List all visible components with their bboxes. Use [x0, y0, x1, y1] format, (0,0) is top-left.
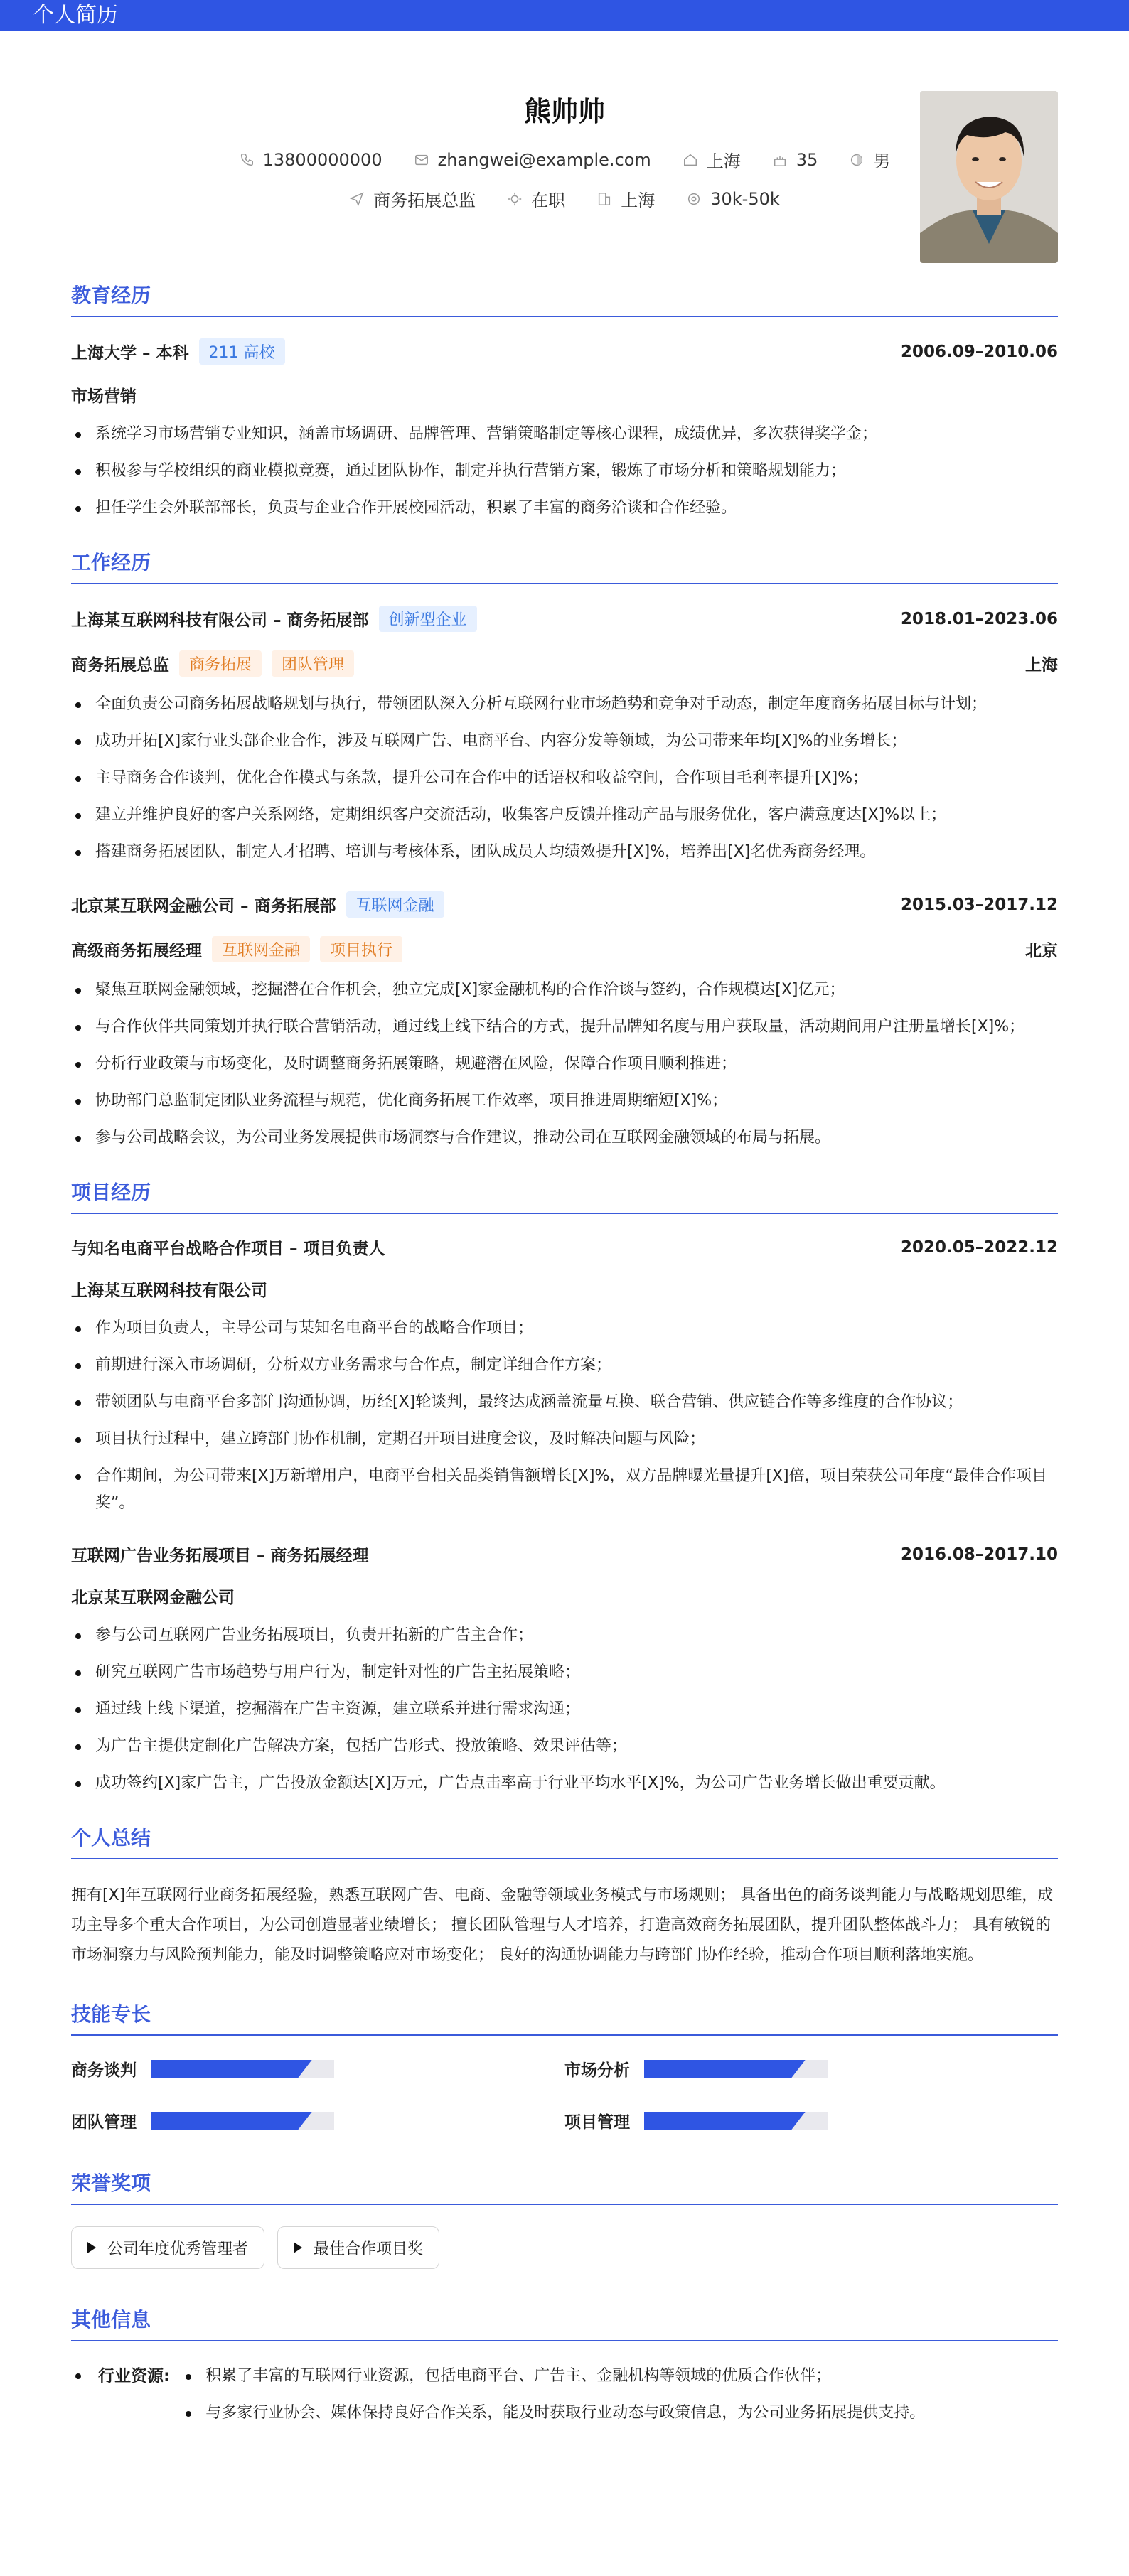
list-item: 与多家行业协会、媒体保持良好合作关系，能及时获取行业动态与政策信息，为公司业务拓展提供支持。: [181, 2400, 925, 2427]
project-entry: [71, 1235, 1058, 1517]
skill-name: 项目管理: [564, 2113, 630, 2132]
other-section: [71, 2304, 1058, 2437]
age-item: [772, 150, 818, 170]
age-text: 35: [796, 149, 818, 170]
company-tag: 互联网金融: [346, 891, 444, 918]
skill-item: [71, 2109, 564, 2132]
work-bullets: [71, 691, 1058, 866]
school-name: 上海大学 – 本科: [71, 344, 189, 363]
resume-page: [0, 31, 1129, 2437]
top-bar: [0, 0, 1129, 31]
section-title-projects: 项目经历: [71, 1177, 1058, 1214]
project-entry-head: [71, 1542, 1058, 1566]
position-tag: 互联网金融: [212, 936, 310, 962]
building-icon: [596, 191, 612, 207]
education-bullets: [71, 421, 1058, 522]
project-entry-head: [71, 1235, 1058, 1259]
awards-section: [71, 2168, 1058, 2269]
work-entry-left: [71, 891, 444, 918]
skills-grid: [71, 2057, 1058, 2132]
work-entry-head: [71, 891, 1058, 918]
mail-icon: [414, 152, 429, 168]
list-item: 主导商务合作谈判，优化合作模式与条款，提升公司在合作中的话语权和收益空间，合作项目毛利率提升[X]%；: [71, 765, 1058, 792]
work-sub-left: [71, 936, 402, 962]
other-info: [71, 2363, 1058, 2437]
work-entry: [71, 606, 1058, 866]
skill-bar-fill: [151, 2060, 312, 2078]
list-item: 积累了丰富的互联网行业资源，包括电商平台、广告主、金融机构等领域的优质合作伙伴；: [181, 2363, 925, 2390]
education-entry-head: [71, 338, 1058, 365]
skill-bar: [151, 2112, 334, 2130]
list-item: 成功开拓[X]家行业头部企业合作，涉及互联网广告、电商平台、内容分发等领域，为公司带来年均[X]%的业务增长；: [71, 728, 1058, 755]
project-sub-head: [71, 1277, 1058, 1301]
award-name: 最佳合作项目奖: [314, 2240, 424, 2258]
work-entry-head: [71, 606, 1058, 632]
list-item: 系统学习市场营销专业知识，涵盖市场调研、品牌管理、营销策略制定等核心课程，成绩优异，多次获得奖学金；: [71, 421, 1058, 448]
work-section: [71, 547, 1058, 1152]
section-title-other: 其他信息: [71, 2304, 1058, 2341]
project-entry: [71, 1542, 1058, 1797]
skill-bar: [644, 2060, 828, 2078]
education-sub-head: [71, 383, 1058, 407]
project-name: 互联网广告业务拓展项目 – 商务拓展经理: [71, 1547, 369, 1565]
list-item: 担任学生会外联部部长，负责与企业合作开展校园活动，积累了丰富的商务洽谈和合作经验。: [71, 495, 1058, 522]
work-city: 上海: [1025, 656, 1058, 675]
position-tag: 项目执行: [320, 936, 402, 962]
list-item: 作为项目负责人，主导公司与某知名电商平台的战略合作项目；: [71, 1315, 1058, 1342]
education-entry-left: [71, 338, 285, 365]
target-position-text: 商务拓展总监: [373, 190, 476, 210]
location-item: [683, 147, 741, 172]
skill-bar: [644, 2112, 828, 2130]
salary-item: [686, 189, 780, 209]
target-city-item: [596, 186, 655, 211]
projects-section: [71, 1177, 1058, 1797]
list-item: 搭建商务拓展团队，制定人才招聘、培训与考核体系，团队成员人均绩效提升[X]%，培养出[X]名优秀商务经理。: [71, 839, 1058, 866]
gender-item: [849, 147, 890, 172]
skill-name: 商务谈判: [71, 2061, 137, 2080]
play-icon: [294, 2242, 302, 2253]
list-item: 通过线上线下渠道，挖掘潜在广告主资源，建立联系并进行需求沟通；: [71, 1696, 1058, 1723]
project-date: 2016.08–2017.10: [900, 1545, 1058, 1564]
position-tag: 团队管理: [272, 650, 354, 677]
target-city-text: 上海: [621, 190, 656, 210]
contact-row: [71, 147, 1058, 172]
phone-item: [239, 150, 382, 170]
list-item: 带领团队与电商平台多部门沟通协调，历经[X]轮谈判，最终达成涵盖流量互换、联合营销、供应链合作等多维度的合作协议；: [71, 1389, 1058, 1416]
skill-item: [71, 2057, 564, 2081]
education-date: 2006.09–2010.06: [900, 342, 1058, 361]
home-icon: [683, 152, 698, 168]
skill-bar: [151, 2060, 334, 2078]
target-position-item: [349, 186, 476, 211]
profile-photo: [920, 91, 1058, 263]
project-bullets: [71, 1315, 1058, 1517]
project-sub-head: [71, 1584, 1058, 1608]
education-entry: [71, 338, 1058, 522]
phone-text: 13800000000: [262, 149, 382, 170]
section-title-skills: 技能专长: [71, 1999, 1058, 2036]
skills-section: [71, 1999, 1058, 2132]
other-bullets: [181, 2363, 925, 2437]
other-label: 行业资源:: [71, 2363, 170, 2437]
job-intent-row: [71, 186, 1058, 211]
major-name: 市场营销: [71, 387, 137, 406]
company-tag: 创新型企业: [379, 606, 477, 632]
education-section: [71, 280, 1058, 522]
award-name: 公司年度优秀管理者: [107, 2240, 249, 2258]
position-tag: 商务拓展: [179, 650, 262, 677]
salary-text: 30k-50k: [710, 188, 780, 209]
email-text: zhangwei@example.com: [437, 149, 651, 170]
work-sub-left: [71, 650, 354, 677]
list-item: 聚焦互联网金融领域，挖掘潜在合作机会，独立完成[X]家金融机构的合作洽谈与签约，合作规模达[X]亿元；: [71, 977, 1058, 1004]
awards-list: [71, 2226, 1058, 2269]
company-name: 上海某互联网科技有限公司 – 商务拓展部: [71, 611, 369, 630]
list-item: 参与公司互联网广告业务拓展项目，负责开拓新的广告主合作；: [71, 1622, 1058, 1649]
award-item: [277, 2226, 439, 2269]
candidate-name: 熊帅帅: [523, 96, 605, 127]
work-sub-head: [71, 650, 1058, 677]
phone-icon: [239, 152, 255, 168]
list-item: 合作期间，为公司带来[X]万新增用户，电商平台相关品类销售额增长[X]%，双方品牌曝光量提升[X]倍，项目荣获公司年度“最佳合作项目奖”。: [71, 1463, 1058, 1517]
list-item: 建立并维护良好的客户关系网络，定期组织客户交流活动，收集客户反馈并推动产品与服务优化，客户满意度达[X]%以上；: [71, 802, 1058, 829]
work-bullets: [71, 977, 1058, 1152]
list-item: 全面负责公司商务拓展战略规划与执行，带领团队深入分析互联网行业市场趋势和竞争对手动态，制定年度商务拓展目标与计划；: [71, 691, 1058, 718]
company-name: 北京某互联网金融公司 – 商务拓展部: [71, 897, 336, 916]
status-item: [507, 186, 565, 211]
project-company: 上海某互联网科技有限公司: [71, 1282, 267, 1300]
summary-section: [71, 1823, 1058, 1970]
work-entry: [71, 891, 1058, 1152]
skill-bar-fill: [644, 2112, 806, 2130]
skill-item: [564, 2057, 1058, 2081]
section-title-awards: 荣誉奖项: [71, 2168, 1058, 2205]
list-item: 与合作伙伴共同策划并执行联合营销活动，通过线上线下结合的方式，提升品牌知名度与用户获取量，活动期间用户注册量增长[X]%；: [71, 1014, 1058, 1041]
status-icon: [507, 191, 523, 207]
list-item: 分析行业政策与市场变化，及时调整商务拓展策略，规避潜在风险，保障合作项目顺利推进；: [71, 1051, 1058, 1078]
list-item: 积极参与学校组织的商业模拟竞赛，通过团队协作，制定并执行营销方案，锻炼了市场分析和策略规划能力；: [71, 458, 1058, 485]
work-city: 北京: [1025, 942, 1058, 960]
project-company: 北京某互联网金融公司: [71, 1589, 235, 1607]
profile-header: [71, 31, 1058, 259]
skill-bar-fill: [644, 2060, 806, 2078]
work-entry-left: [71, 606, 477, 632]
list-item: 为广告主提供定制化广告解决方案，包括广告形式、投放策略、效果评估等；: [71, 1733, 1058, 1760]
list-item: 成功签约[X]家广告主，广告投放金额达[X]万元，广告点击率高于行业平均水平[X]%，为公司广告业务增长做出重要贡献。: [71, 1770, 1058, 1797]
salary-icon: [686, 191, 702, 207]
list-item: 项目执行过程中，建立跨部门协作机制，定期召开项目进度会议，及时解决问题与风险；: [71, 1426, 1058, 1453]
location-text: 上海: [706, 151, 741, 171]
list-item: 前期进行深入市场调研，分析双方业务需求与合作点，制定详细合作方案；: [71, 1352, 1058, 1379]
resume-title: 个人简历: [33, 3, 118, 28]
list-item: 研究互联网广告市场趋势与用户行为，制定针对性的广告主拓展策略；: [71, 1659, 1058, 1686]
work-date: 2015.03–2017.12: [900, 895, 1058, 914]
gender-icon: [849, 152, 865, 168]
section-title-education: 教育经历: [71, 280, 1058, 317]
email-item: [414, 150, 651, 170]
gender-text: 男: [873, 151, 891, 171]
position-name: 高级商务拓展经理: [71, 942, 202, 960]
skill-bar-fill: [151, 2112, 312, 2130]
project-date: 2020.05–2022.12: [900, 1238, 1058, 1257]
position-name: 商务拓展总监: [71, 656, 169, 675]
project-bullets: [71, 1622, 1058, 1797]
skill-item: [564, 2109, 1058, 2132]
section-title-work: 工作经历: [71, 547, 1058, 584]
school-tag: 211 高校: [199, 338, 285, 365]
award-item: [71, 2226, 264, 2269]
skill-name: 团队管理: [71, 2113, 137, 2132]
skill-name: 市场分析: [564, 2061, 630, 2080]
work-sub-head: [71, 936, 1058, 962]
status-text: 在职: [531, 190, 566, 210]
play-icon: [87, 2242, 96, 2253]
summary-text: 拥有[X]年互联网行业商务拓展经验，熟悉互联网广告、电商、金融等领域业务模式与市场规则； 具备出色的商务谈判能力与战略规划思维，成功主导多个重大合作项目，为公司创造显著业绩增长； 擅长团队管理与人才培养，打造高效商务拓展团队，提升团队整体战斗力； 具有敏锐的市场洞察力与风险预判能力，能及时调整策略应对市场变化； 良好的沟通协调能力与跨部门协作经验，推动合作项目顺利落地实施。: [71, 1887, 1054, 1964]
send-icon: [349, 191, 365, 207]
section-title-summary: 个人总结: [71, 1823, 1058, 1859]
age-icon: [772, 152, 788, 168]
list-item: 协助部门总监制定团队业务流程与规范，优化商务拓展工作效率，项目推进周期缩短[X]%；: [71, 1088, 1058, 1115]
list-item: 参与公司战略会议，为公司业务发展提供市场洞察与合作建议，推动公司在互联网金融领域的布局与拓展。: [71, 1125, 1058, 1152]
project-name: 与知名电商平台战略合作项目 – 项目负责人: [71, 1240, 385, 1258]
work-date: 2018.01–2023.06: [900, 609, 1058, 628]
